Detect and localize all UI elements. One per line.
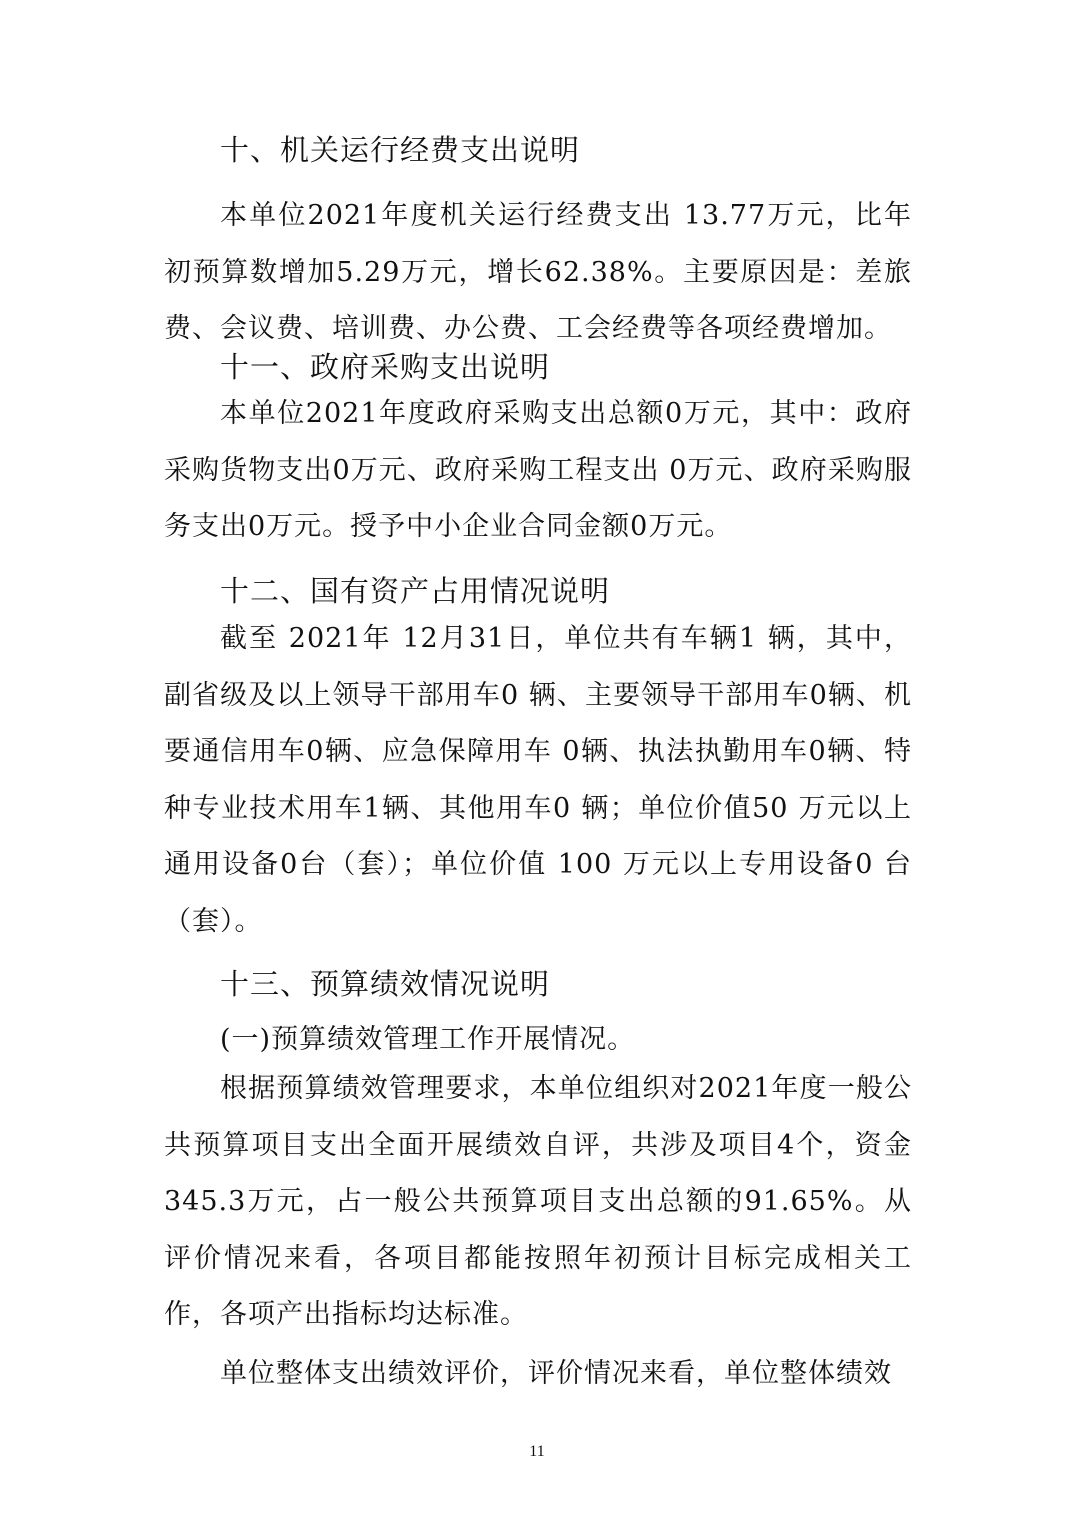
section-13-heading: 十三、预算绩效情况说明 <box>220 967 551 1001</box>
section-11-paragraph: 本单位2021年度政府采购支出总额0万元，其中：政府采购货物支出0万元、政府采购工程支出 0万元、政府采购服务支出0万元。授予中小企业合同金额0万元。 <box>164 398 912 542</box>
section-13-paragraph-1: 根据预算绩效管理要求，本单位组织对2021年度一般公共预算项目支出全面开展绩效自评，共涉及项目4个，资金345.3万元，占一般公共预算项目支出总额的91.65%。从评价情况来看，各项目都能按照年初预计目标完成相关工作，各项产出指标均达标准。 <box>164 1073 912 1330</box>
page-number: 11 <box>529 1443 545 1460</box>
section-13-subheading: (一)预算绩效管理工作开展情况。 <box>220 1024 636 1055</box>
section-12-heading: 十二、国有资产占用情况说明 <box>220 574 611 608</box>
section-12-paragraph: 截至 2021年 12月31日，单位共有车辆1 辆，其中，副省级及以上领导干部用车0 辆、主要领导干部用车0辆、机要通信用车0辆、应急保障用车 0辆、执法执勤用车0辆、特种专业技术用车1辆、其他用车0 辆；单位价值50 万元以上通用设备0台（套）；单位价值 100 万元以上专用设备0 台（套）。 <box>164 623 912 937</box>
section-13-paragraph-2: 单位整体支出绩效评价，评价情况来看，单位整体绩效 <box>220 1358 892 1389</box>
section-10-paragraph: 本单位2021年度机关运行经费支出 13.77万元，比年初预算数增加5.29万元，增长62.38%。主要原因是：差旅费、会议费、培训费、办公费、工会经费等各项经费增加。 <box>164 200 912 344</box>
section-11-heading: 十一、政府采购支出说明 <box>220 350 551 384</box>
section-10-heading: 十、机关运行经费支出说明 <box>220 133 581 167</box>
